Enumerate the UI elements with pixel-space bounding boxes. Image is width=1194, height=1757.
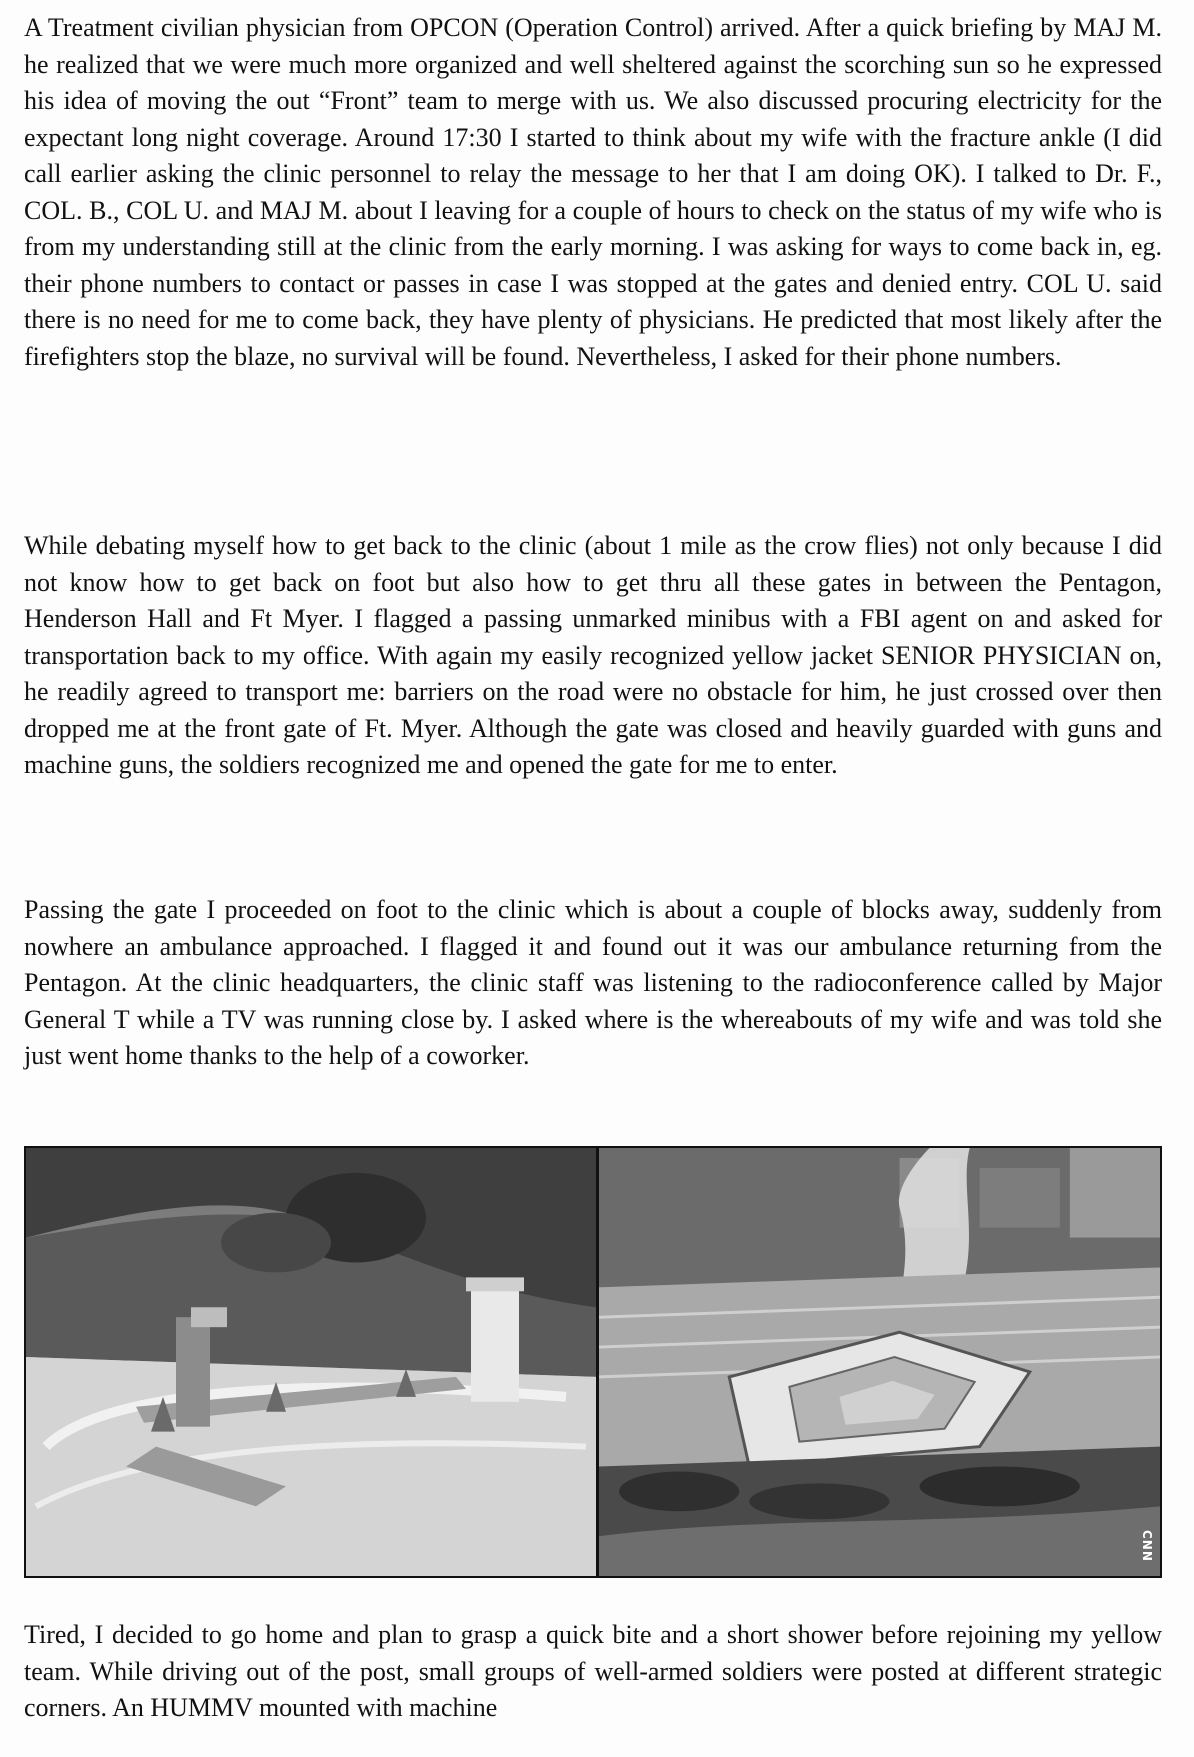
barriers-photo-illustration [26, 1148, 596, 1576]
cnn-watermark: CNN [1140, 1530, 1154, 1562]
photo-pentagon-aerial [599, 1148, 1160, 1576]
paragraph-driving-home: Tired, I decided to go home and plan to grasp a quick bite and a short shower before rejoining my yellow team. While driving out of the post, small groups of well-armed soldiers were posted at different strategic corners. An HUMMV mounted with machine [24, 1620, 1162, 1722]
pentagon-photo-illustration [599, 1148, 1160, 1576]
photo-figure [24, 1146, 1162, 1578]
paragraph-clinic-arrival: Passing the gate I proceeded on foot to the clinic which is about a couple of blocks away, suddenly from nowhere an ambulance approached. I flagged it and found out it was our ambulance returning from the Pentagon. At the clinic headquarters, the clinic staff was listening to the radioconference called by Major General T while a TV was running close by. I asked where is the whereabouts of my wife and was told she just went home thanks to the help of a coworker. [24, 895, 1162, 1070]
paragraph-return-to-clinic: While debating myself how to get back to the clinic (about 1 mile as the crow flies) not only because I did not know how to get back on foot but also how to get thru all these gates in between the Pentagon, Henderson Hall and Ft Myer. I flagged a passing unmarked minibus with a FBI agent on and asked for transportation back to my office. With again my easily recognized yellow jacket SENIOR PHYSICIAN on, he readily agreed to transport me: barriers on the road were no obstacle for him, he just crossed over then dropped me at the front gate of Ft. Myer. Although the gate was closed and heavily guarded with guns and machine guns, the soldiers recognized me and opened the gate for me to enter. [24, 531, 1162, 779]
photo-barriers [26, 1148, 599, 1576]
paragraph-opcon-physician: A Treatment civilian physician from OPCON (Operation Control) arrived. After a quick briefing by MAJ M. he realized that we were much more organized and well sheltered against the scorching sun so he expressed his idea of moving the out “Front” team to merge with us. We also discussed procuring electricity for the expectant long night coverage. Around 17:30 I started to think about my wife with the fracture ankle (I did call earlier asking the clinic personnel to relay the message to her that I am doing OK). I talked to Dr. F., COL. B., COL U. and MAJ M. about I leaving for a couple of hours to check on the status of my wife who is from my understanding still at the clinic from the early morning. I was asking for ways to come back in, eg. their phone numbers to contact or passes in case I was stopped at the gates and denied entry. COL U. said there is no need for me to come back, they have plenty of physicians. He predicted that most likely after the firefighters stop the blaze, no survival will be found. Nevertheless, I asked for their phone numbers. [24, 13, 1162, 371]
